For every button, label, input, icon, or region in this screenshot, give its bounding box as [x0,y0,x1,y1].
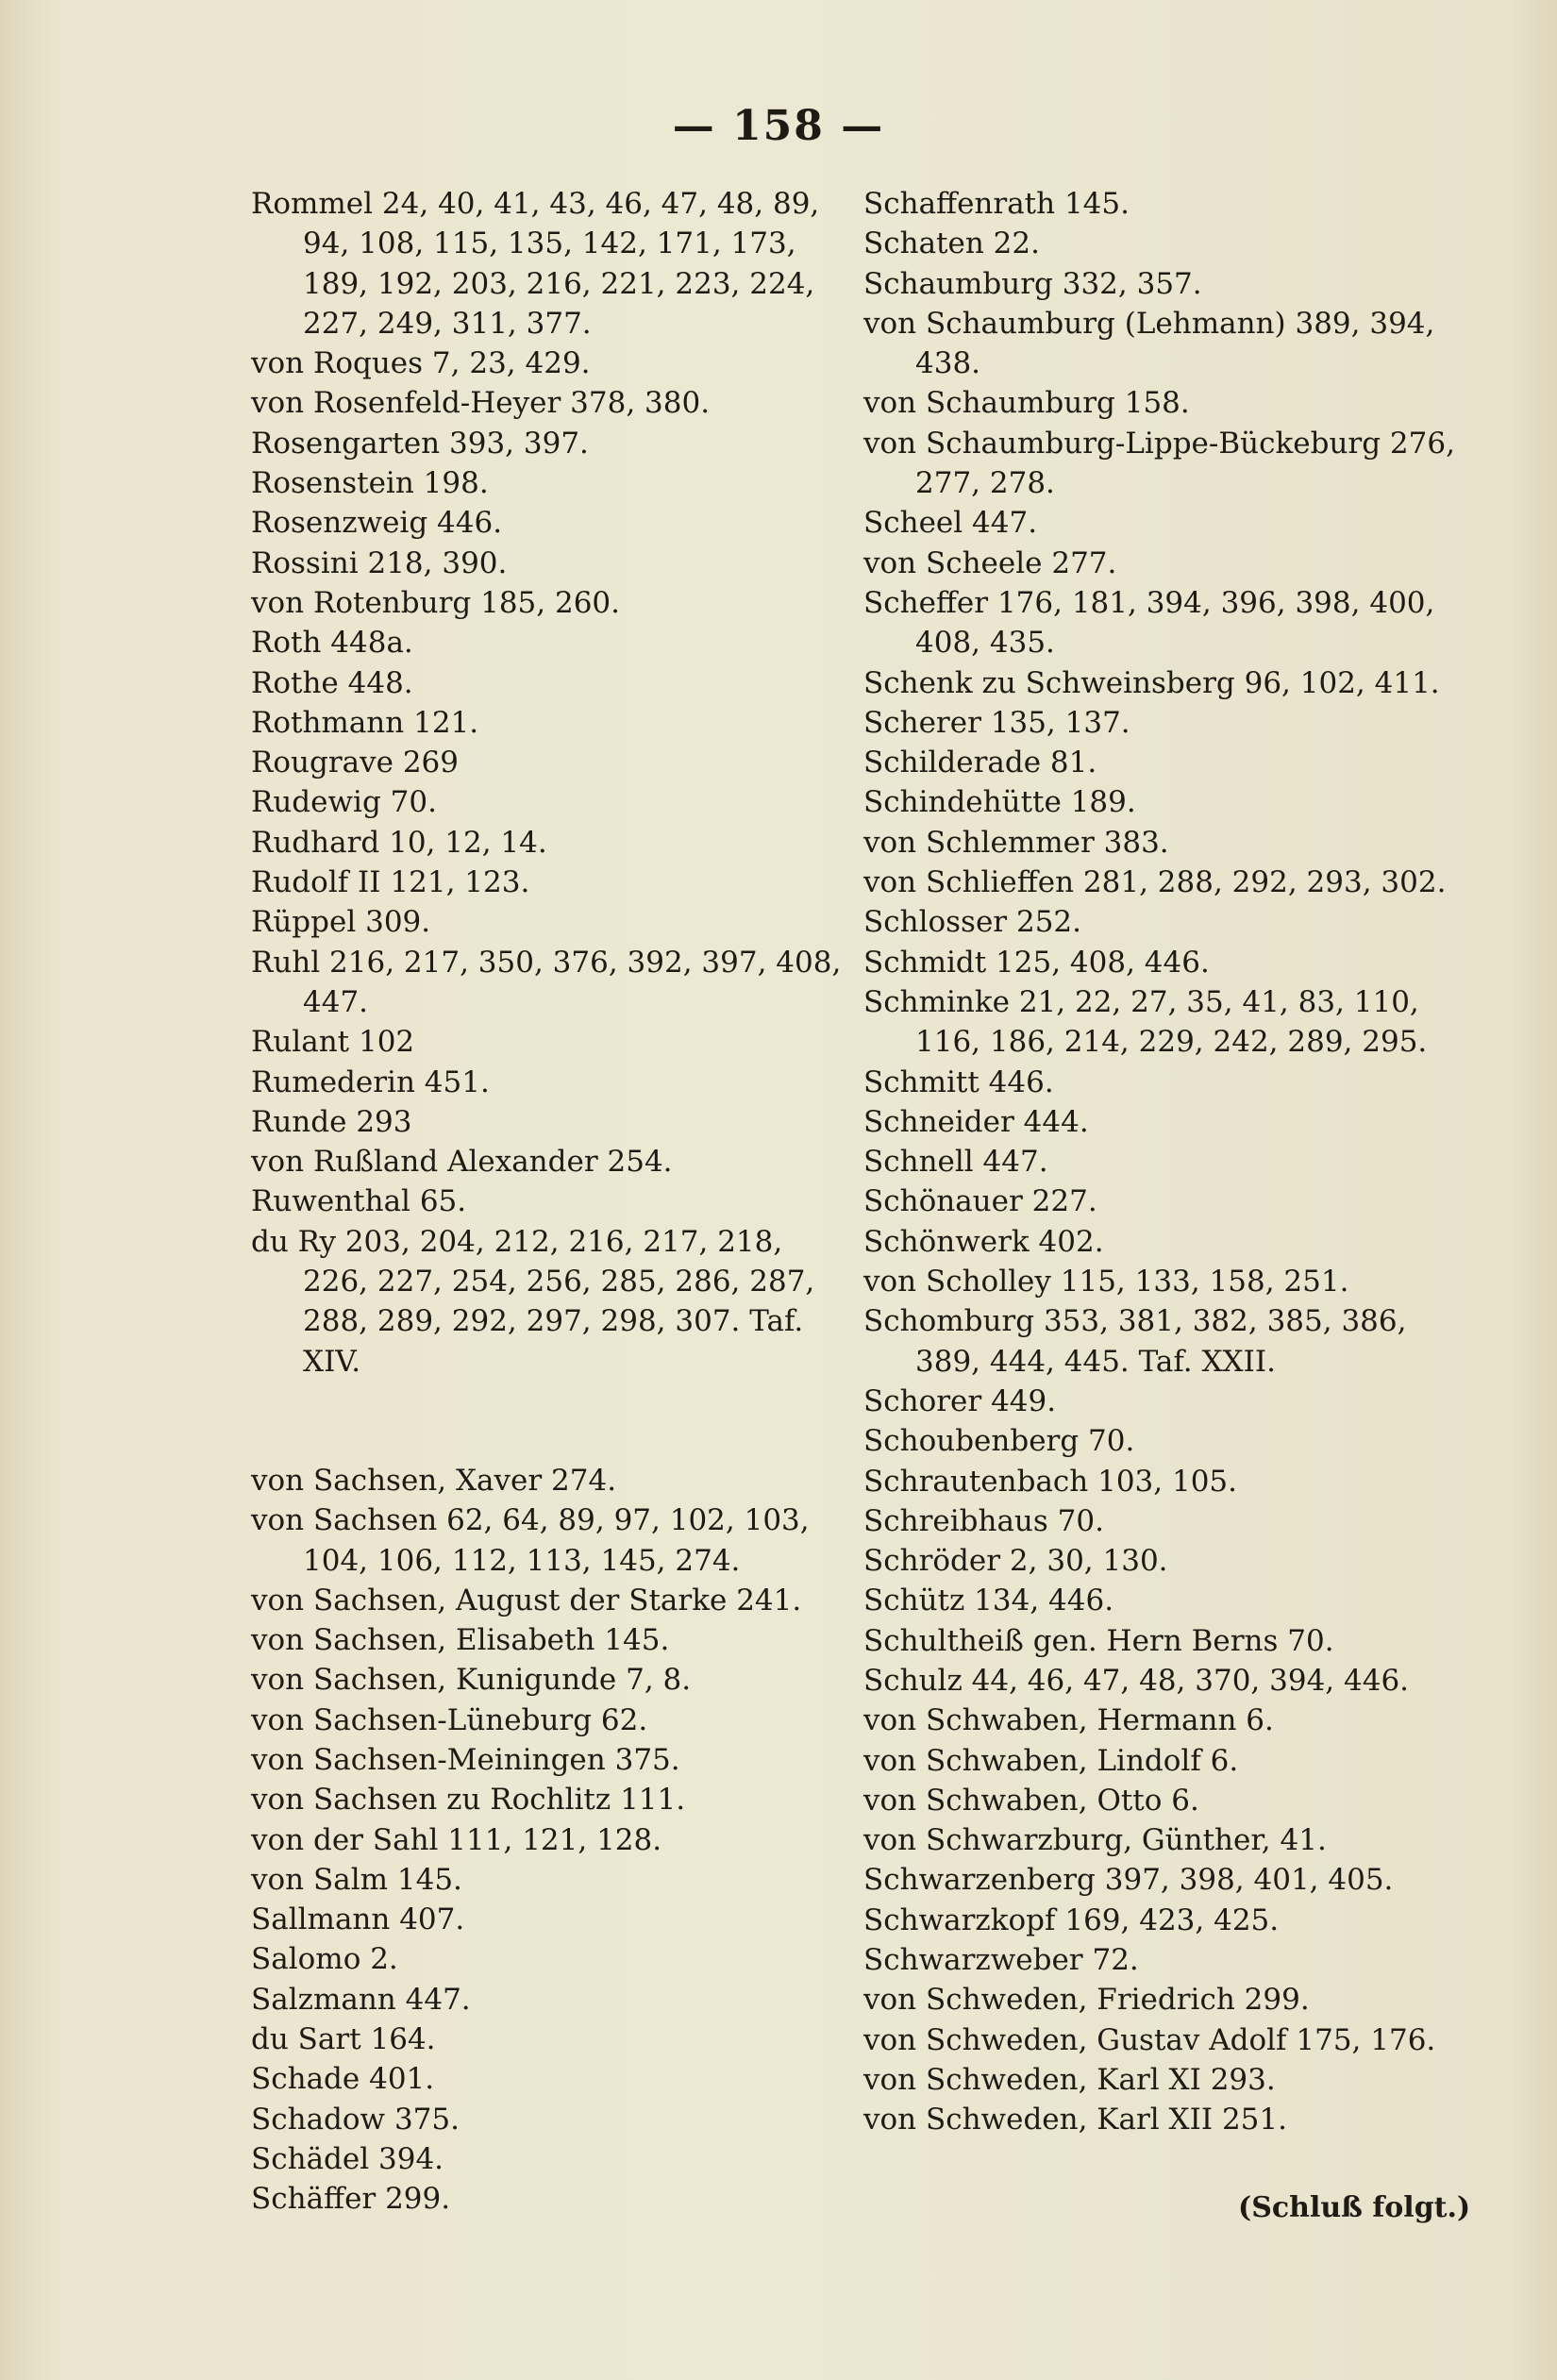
index-entry: Schwarzenberg 397, 398, 401, 405. [863,1863,1394,1898]
index-entry: Rüppel 309. [251,905,431,940]
index-entry: von Schweden, Gustav Adolf 175, 176. [863,2022,1436,2057]
page-number: — 158 — [672,102,885,150]
index-entry: Schaumburg 332, 357. [863,266,1202,301]
index-entry: Rudhard 10, 12, 14. [251,825,547,860]
index-entry: Schmitt 446. [863,1064,1054,1099]
index-entry: Rosenzweig 446. [251,506,503,541]
index-entry: Schütz 134, 446. [863,1584,1114,1618]
index-entry: Rougrave 269 [251,746,459,780]
index-entry: von Sachsen, Xaver 274. [251,1463,617,1498]
index-entry: von Scheele 277. [863,545,1117,580]
index-entry: Schönauer 227. [863,1184,1097,1219]
index-entry: du Ry 203, 204, 212, 216, 217, 218, 226, 227, 254, 256, 285, 286, 287, 288, 289, 292, 297, 298, 307. Taf. XIV. [251,1224,815,1379]
index-entry: Scheel 447. [863,506,1038,541]
index-entry: von Schwaben, Hermann 6. [863,1703,1274,1738]
index-entry: Schaffenrath 145. [863,187,1130,221]
index-group-r [251,184,855,1382]
index-entry: von Schwaben, Otto 6. [863,1783,1199,1818]
index-entry: Rommel 24, 40, 41, 43, 46, 47, 48, 89, 94, 108, 115, 135, 142, 171, 173, 189, 192, 203, 216, 221, 223, 224, 227, 249, 311, 377. [251,187,820,341]
index-entry: von Rosenfeld-Heyer 378, 380. [251,386,711,421]
index-entry: Schwarzkopf 169, 423, 425. [863,1902,1280,1937]
index-entry: von Sachsen, Kunigunde 7, 8. [251,1663,692,1698]
index-entry: du Sart 164. [251,2022,436,2057]
continuation-note: (Schluß folgt.) [1238,2191,1471,2224]
index-entry: Schorer 449. [863,1383,1057,1418]
index-entry: Schäffer 299. [251,2182,451,2217]
index-entry: von Schlieffen 281, 288, 292, 293, 302. [863,865,1447,900]
section-gap [251,1382,855,1461]
index-entry: Salzmann 447. [251,1982,471,2017]
index-group-s [251,1461,855,2220]
index-entry: von Schaumburg-Lippe-Bückeburg 276, 277, 278. [863,426,1455,501]
index-entry: Schminke 21, 22, 27, 35, 41, 83, 110, 116, 186, 214, 229, 242, 289, 295. [863,984,1428,1060]
index-entry: Schlosser 252. [863,905,1082,940]
index-entry: Schulz 44, 46, 47, 48, 370, 394, 446. [863,1663,1410,1698]
index-entry: von Roques 7, 23, 429. [251,346,591,381]
index-entry: von Schaumburg (Lehmann) 389, 394, 438. [863,306,1435,381]
index-entry: von Schweden, Friedrich 299. [863,1983,1310,2018]
index-entry: von Sachsen 62, 64, 89, 97, 102, 103, 104, 106, 112, 113, 145, 274. [251,1503,810,1578]
index-entry: Schaten 22. [863,226,1040,261]
index-entry: Rossini 218, 390. [251,545,508,580]
index-entry: von Sachsen zu Rochlitz 111. [251,1783,686,1818]
index-entry: von Salm 145. [251,1862,462,1897]
index-entry: von der Sahl 111, 121, 128. [251,1822,662,1857]
index-entry: Rulant 102 [251,1025,415,1060]
index-entry: Runde 293 [251,1104,412,1139]
index-entry: von Rotenburg 185, 260. [251,585,620,620]
index-entry: Scheffer 176, 181, 394, 396, 398, 400, 408, 435. [863,585,1435,661]
index-entry: Schomburg 353, 381, 382, 385, 386, 389, 444, 445. Taf. XXII. [863,1304,1407,1379]
index-entry: Schultheiß gen. Hern Berns 70. [863,1623,1334,1658]
index-entry: Ruwenthal 65. [251,1184,467,1219]
index-column-right [863,184,1467,2140]
index-entry: von Schaumburg 158. [863,386,1190,421]
index-entry: Schwarzweber 72. [863,1943,1139,1978]
index-entry: Salomo 2. [251,1942,398,1977]
index-entry: von Schlemmer 383. [863,825,1169,860]
index-entry: von Sachsen, Elisabeth 145. [251,1623,670,1658]
index-entry: Schindehütte 189. [863,785,1136,820]
index-entry: Schoubenberg 70. [863,1424,1135,1459]
index-entry: Rudolf II 121, 123. [251,865,530,900]
index-entry: Rothe 448. [251,665,413,700]
index-entry: von Schwarzburg, Günther, 41. [863,1823,1327,1858]
index-entry: Rudewig 70. [251,785,437,820]
index-entry: von Rußland Alexander 254. [251,1145,673,1180]
index-entry: von Schwaben, Lindolf 6. [863,1743,1239,1778]
index-entry: Sallmann 407. [251,1902,465,1937]
index-column-left [251,184,855,2220]
index-entry: Schmidt 125, 408, 446. [863,945,1210,980]
index-entry: Schnell 447. [863,1145,1048,1180]
index-entry: von Schweden, Karl XII 251. [863,2103,1287,2137]
index-entry: Schadow 375. [251,2102,460,2137]
index-entry: Rosengarten 393, 397. [251,426,589,461]
index-entry: Schreibhaus 70. [863,1503,1104,1538]
index-entry: von Sachsen, August der Starke 241. [251,1583,802,1617]
index-entry: Schröder 2, 30, 130. [863,1544,1168,1579]
index-entry: Schönwerk 402. [863,1224,1104,1259]
index-entry: Schneider 444. [863,1104,1089,1139]
index-entry: Rosenstein 198. [251,466,489,501]
index-entry: Schade 401. [251,2062,435,2097]
index-entry: von Sachsen-Lüneburg 62. [251,1702,648,1737]
index-entry: Rothmann 121. [251,705,479,740]
index-entry: Ruhl 216, 217, 350, 376, 392, 397, 408, 447. [251,945,842,1019]
index-entry: Schädel 394. [251,2141,444,2176]
index-entry: Schenk zu Schweinsberg 96, 102, 411. [863,665,1440,700]
index-entry: Scherer 135, 137. [863,705,1130,740]
index-entry: von Sachsen-Meiningen 375. [251,1742,680,1777]
index-entry: von Schweden, Karl XI 293. [863,2062,1276,2097]
index-entry: von Scholley 115, 133, 158, 251. [863,1265,1349,1299]
index-entry: Schilderade 81. [863,746,1097,780]
index-entry: Rumederin 451. [251,1064,490,1099]
index-entry: Schrautenbach 103, 105. [863,1464,1238,1499]
index-entry: Roth 448a. [251,626,413,661]
